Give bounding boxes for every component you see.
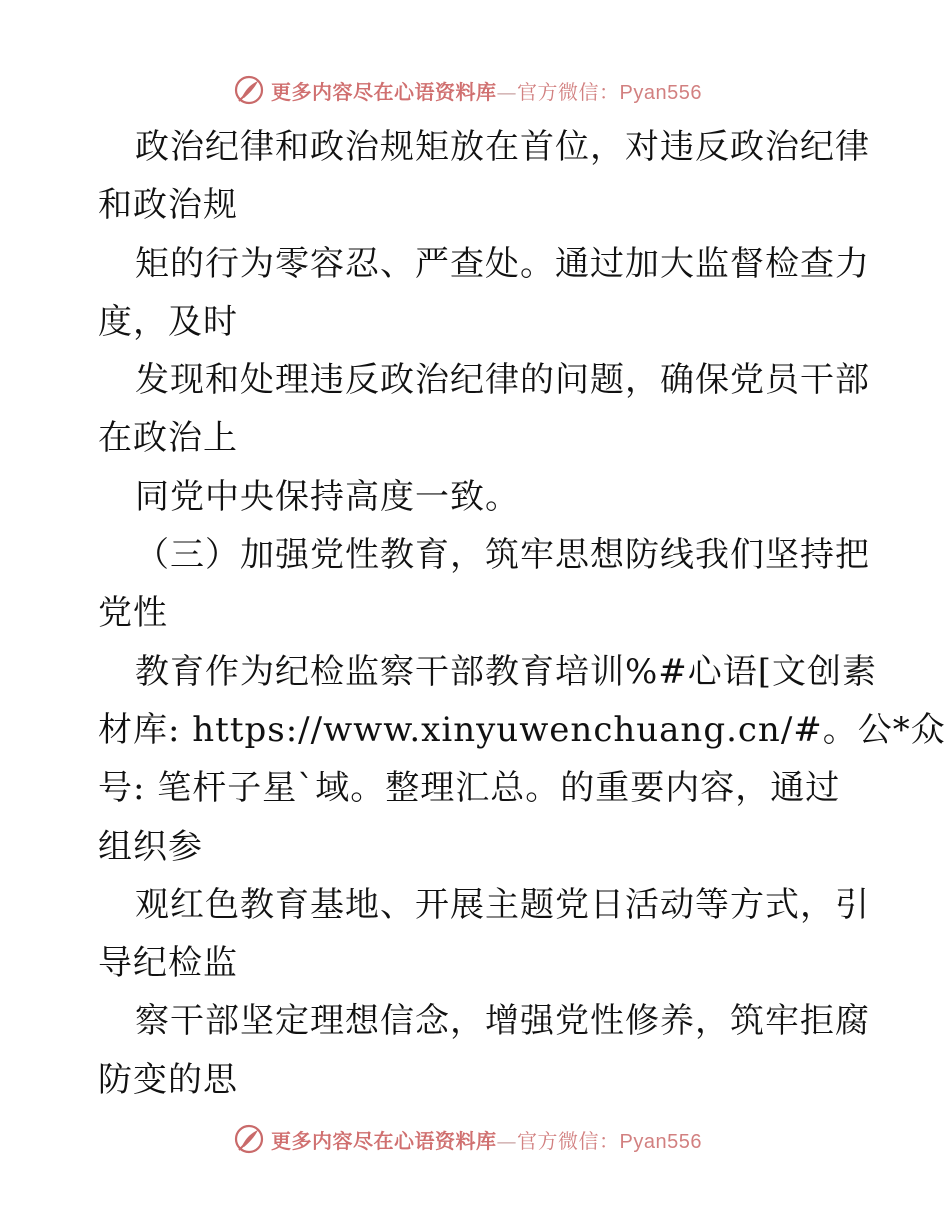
- watermark-contact: 官方微信：Pyan556: [517, 1130, 702, 1153]
- quill-logo-icon: [233, 1123, 265, 1155]
- text-line: 同党中央保持高度一致。: [135, 476, 520, 517]
- text-line: 和政治规: [98, 185, 238, 226]
- watermark-text: [271, 76, 702, 105]
- watermark-text: [271, 1125, 702, 1154]
- text-line: 组织参: [98, 826, 203, 867]
- watermark-dash: —: [496, 1128, 517, 1153]
- text-line: 矩的行为零容忍、严查处。通过加大监督检查力: [135, 243, 870, 284]
- watermark-main-text: 更多内容尽在心语资料库: [271, 1128, 497, 1153]
- text-line: 号: 笔杆子星`域。整理汇总。的重要内容，通过: [98, 768, 841, 809]
- text-line: 导纪检监: [98, 943, 238, 984]
- text-line: 察干部坚定理想信念，增强党性修养，筑牢拒腐: [135, 1001, 870, 1042]
- text-line: 防变的思: [98, 1059, 238, 1100]
- document-body: [98, 118, 946, 1109]
- text-line: 在政治上: [98, 418, 238, 459]
- text-line: 党性: [98, 593, 168, 634]
- section-heading-line: （三）加强党性教育，筑牢思想防线我们坚持把: [135, 535, 870, 576]
- watermark-contact: 官方微信：Pyan556: [517, 81, 702, 104]
- watermark-main-text: 更多内容尽在心语资料库: [271, 79, 497, 104]
- quill-logo-icon: [233, 74, 265, 106]
- text-line: 度，及时: [98, 301, 238, 342]
- text-line: 教育作为纪检监察干部教育培训%#心语[文创素: [135, 651, 878, 692]
- watermark-dash: —: [496, 79, 517, 104]
- text-line: 材库: https://www.xinyuwenchuang.cn/#。公*众: [98, 709, 946, 750]
- text-line: 政治纪律和政治规矩放在首位，对违反政治纪律: [135, 127, 870, 167]
- footer-watermark: [233, 1121, 702, 1157]
- text-line: 发现和处理违反政治纪律的问题，确保党员干部: [135, 360, 870, 401]
- text-line: 观红色教育基地、开展主题党日活动等方式，引: [135, 884, 870, 925]
- header-watermark: [233, 72, 702, 108]
